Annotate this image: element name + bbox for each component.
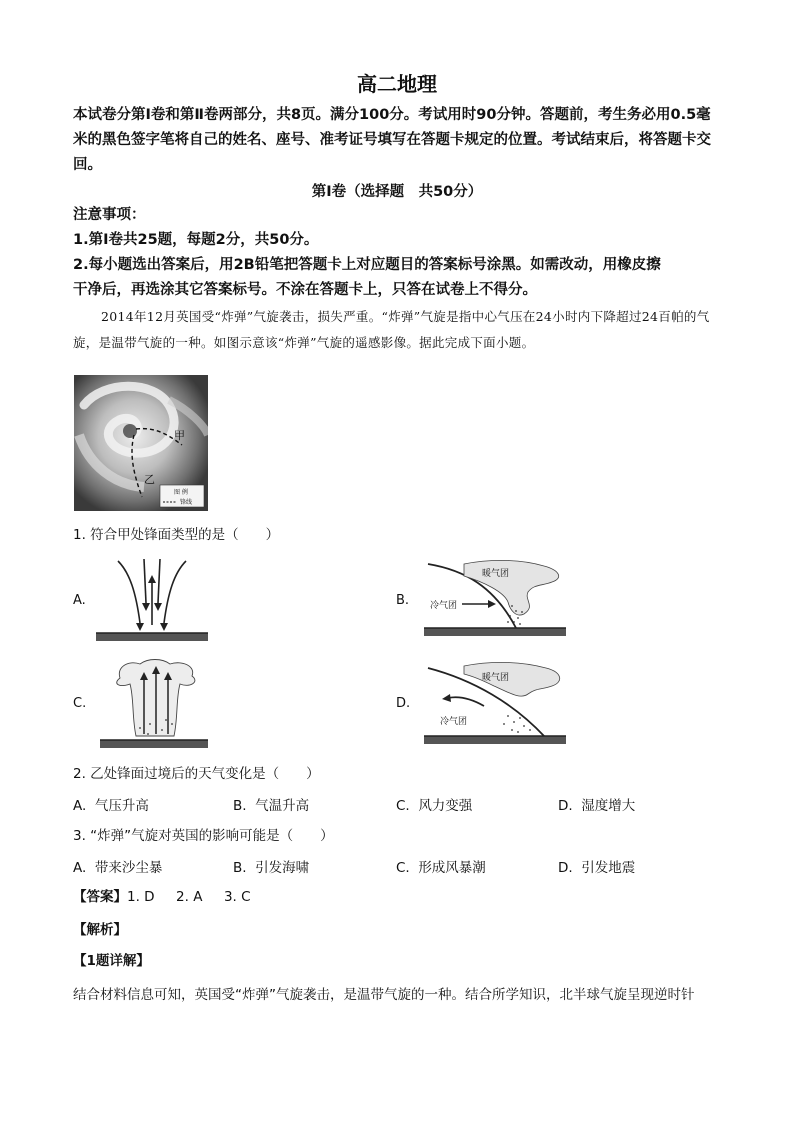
question-2-options (73, 794, 713, 814)
notes-heading: 注意事项： (73, 207, 146, 223)
q3-option-b: B. 引发海啸 (233, 860, 310, 876)
q1-option-a-diagram (96, 553, 208, 641)
label-jia: 甲 (174, 429, 185, 442)
question-2-stem: 2. 乙处锋面过境后的天气变化是（ ） (73, 766, 320, 782)
notes-item: 1.第Ⅰ卷共25题，每题2分，共50分。 (73, 232, 319, 248)
question-3-options (73, 856, 713, 876)
legend-item: 锋线 (180, 499, 193, 506)
section-title: 第Ⅰ卷（选择题 共50分） (311, 184, 483, 200)
q2-option-c: C. 风力变强 (396, 798, 473, 814)
answer-line (73, 885, 251, 905)
q2-option-a: A. 气压升高 (73, 798, 149, 814)
cold-air-label: 冷气团 (430, 601, 458, 611)
q1-option-d-label: D. (396, 696, 411, 711)
warm-air-label: 暖气团 (482, 673, 510, 683)
legend-title: 图 例 (174, 489, 188, 496)
q2-option-d: D. 湿度增大 (558, 798, 636, 814)
detail-text: 结合材料信息可知，英国受“炸弹”气旋袭击，是温带气旋的一种。结合所学知识，北半球气旋呈现逆时针 (73, 987, 695, 1003)
detail-heading: 【1题详解】 (73, 953, 150, 969)
q1-option-b-diagram (424, 556, 566, 636)
answer-heading: 【答案】 (73, 889, 127, 905)
answer-item: 1. D (127, 889, 155, 905)
material-paragraph: 2014年12月英国受“炸弹”气旋袭击，损失严重。“炸弹”气旋是指中心气压在24小时内下降超过24百帕的气旋，是温带气旋的一种。如图示意该“炸弹”气旋的遥感影像。据此完成下面小题。 (73, 309, 710, 350)
q2-option-b: B. 气温升高 (233, 798, 310, 814)
q1-option-c-diagram (100, 658, 208, 748)
satellite-image (74, 375, 208, 511)
notes-item: 干净后，再选涂其它答案标号。不涂在答题卡上，只答在试卷上不得分。 (73, 282, 537, 298)
q1-option-a-label: A. (73, 593, 86, 608)
cold-air-label: 冷气团 (440, 717, 468, 727)
question-3-stem: 3. “炸弹”气旋对英国的影响可能是（ ） (73, 828, 334, 844)
analysis-heading: 【解析】 (73, 922, 127, 938)
q3-option-c: C. 形成风暴潮 (396, 860, 486, 876)
q1-option-c-label: C. (73, 696, 87, 711)
answer-item: 3. C (223, 889, 251, 905)
notes-block (73, 203, 733, 303)
warm-air-label: 暖气团 (482, 569, 510, 579)
page-title: 高二地理 (357, 72, 437, 96)
q1-option-b-label: B. (396, 593, 410, 608)
label-yi: 乙 (144, 473, 155, 486)
question-1-stem: 1. 符合甲处锋面类型的是（ ） (73, 527, 280, 543)
notes-item: 2.每小题选出答案后，用2B铅笔把答题卡上对应题目的答案标号涂黑。如需改动，用橡皮擦 (73, 257, 661, 273)
answer-item: 2. A (176, 889, 203, 905)
exam-instructions: 本试卷分第Ⅰ卷和第Ⅱ卷两部分，共8页。满分100分。考试用时90分钟。答题前，考生务必用0.5毫米的黑色签字笔将自己的姓名、座号、准考证号填写在答题卡规定的位置。考试结束后，将答题卡交回。 (73, 107, 711, 173)
q3-option-d: D. 引发地震 (558, 860, 636, 876)
q3-option-a: A. 带来沙尘暴 (73, 860, 163, 876)
q1-option-d-diagram (424, 660, 566, 744)
